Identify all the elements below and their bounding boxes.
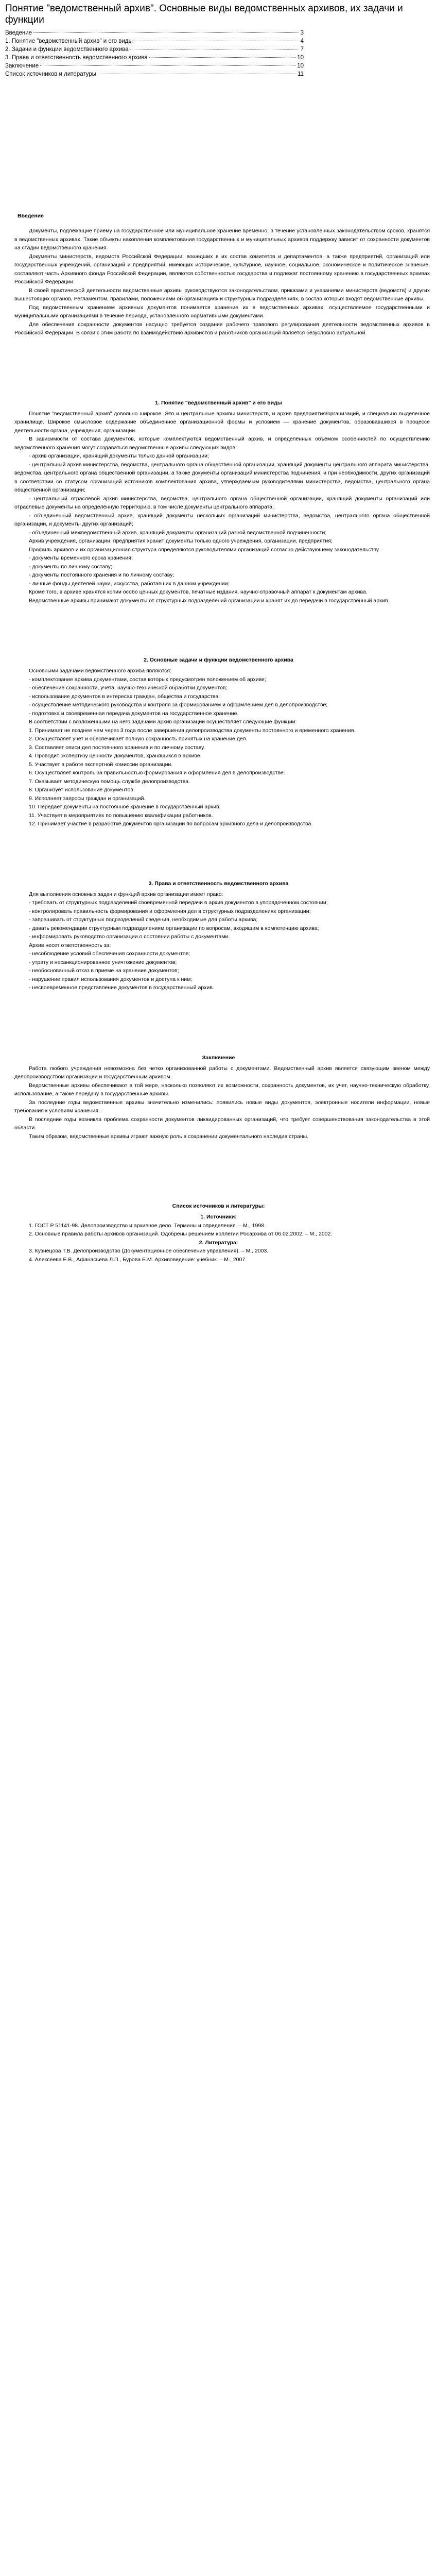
paragraph: - утрату и несанкционированное уничтожение документов; [29,959,177,965]
paragraph: Профиль архивов и их организационная структура определяются руководителями организаций согласно действующему законодательству. [29,546,380,553]
paragraph: Для выполнения основных задач и функций архив организации имеет право: [29,891,223,897]
paragraph: - центральный архив министерства, ведомства, центрального органа общественной организации, хранящий документы центрального аппарата министерства, ведомства, центрального органа общественной организации, а также документы организаций министерства подчинения, и при необходимости, других организаций в соответствии со статусом организаций источников комплектования архива, утверждаемым руководителями министерства, ведомства, центрального органа общественной организации; [14,461,430,493]
section-3 [5,880,432,992]
paragraph: Таким образом, ведомственные архивы играют важную роль в сохранении документального наследия страны. [29,1133,309,1140]
toc-label: 1. Понятие "ведомственный архив" и его виды [5,38,133,44]
toc-row[interactable] [5,45,304,54]
paragraph: - запрашивать от структурных подразделений сведения, необходимые для работы архива; [29,917,258,923]
toc-page-number: 3 [300,30,304,36]
toc-label: 3. Права и ответственность ведомственного архива [5,55,148,61]
paragraph: - нарушение правил использования документов и доступа к ним; [29,976,193,982]
toc-row[interactable] [5,54,304,62]
toc-leader [40,65,295,66]
paragraph: 8. Организует использование документов. [29,787,135,793]
paragraph: 7. Оказывает методическую помощь службе делопроизводства. [29,778,190,785]
paragraph: - центральный отраслевой архив министерства, ведомства, центрального органа общественной организации, хранящий документы организаций или отраслевые документы на определённую территорию, в том числе документы центрального аппарата; [14,495,430,510]
paragraph: Ведомственные архивы принимают документы от структурных подразделений организации и хранят их до передачи в государственный архив. [29,597,390,604]
toc-leader [149,57,296,58]
paragraph: - объединенный ведомственный архив, хранящий документы нескольких организаций министерства, ведомства, центрального органа общественной организации, и документы других организаций; [14,512,430,527]
section-heading: Заключение [202,1054,235,1061]
paragraph: - давать рекомендации структурным подразделениям организации по вопросам, входящим в компетенцию архива; [29,925,319,931]
toc-page-number: 11 [298,71,304,77]
section-1 [5,399,432,605]
paragraph: В своей практической деятельности ведомственные архивы руководствуются законодательством, приказами и указаниями министерств (ведомств) и других вышестоящих органов, Регламентом, правилами, положениями об организациях и структурных подразделениях, в состав которых входят ведомственные архивы. [14,287,430,302]
paragraph: - архив организации, хранящий документы только данной организации; [29,453,209,459]
sources-subheading: 1. Источники: [200,1214,237,1220]
paragraph: - использование документов в интересах граждан, общества и государства; [29,693,220,700]
paragraph: Документы министерств, ведомств Российской Федерации, вошедших в их состав комитетов и департаментов, а также предприятий, организаций или государственных учреждений, организаций и предприятий, имеющих историческое, культурное, научное, социальное, экономическое и политическое значение, составляют часть Архивного фонда Российской Федерации, являются собственностью государства и подлежат постоянному хранению в государственных архивах Российской Федерации. [14,253,430,285]
toc-label: Заключение [5,63,39,69]
paragraph: - необоснованный отказ в приеме на хранение документов; [29,968,179,974]
source-item: 1. ГОСТ Р 51141-98. Делопроизводство и архивное дело. Термины и определения. – М., 1998. [29,1222,266,1229]
paragraph: 12. Принимает участие в разработке документов организации по вопросам архивного дела и делопроизводства. [29,821,313,827]
paragraph: Понятие "ведомственный архив" довольно широкое. Это и центральные архивы министерств, и архив предприятия/организаций, и специально выделенное хранилище. Широкое смысловое содержание объединенное организационной формы и условием — хранение документов, образовавшихся в процессе деятельности органа, учреждения, организации. [14,410,430,434]
toc-row[interactable] [5,62,304,70]
paragraph: 10. Передает документы на постоянное хранение в государственный архив. [29,804,221,810]
section-heading: 2. Основные задачи и функции ведомственного архива [144,657,293,663]
toc-page-number: 10 [297,63,304,69]
conclusion-section [5,1054,432,1141]
paragraph: - комплектование архива документами, состав которых предусмотрен положением об архиве; [29,676,266,683]
paragraph: Для обеспечения сохранности документов насущно требуется создание рабочего правового регулирования деятельности ведомственных архивов в Российской Федерации. В связи с этим работа по взаимодействию архивистов и работников организаций является безусловно актуальной. [14,321,430,336]
toc-page-number: 7 [300,46,304,53]
source-item: 3. Кузнецова Т.В. Делопроизводство (Документационное обеспечение управления). – М., 2003. [29,1248,269,1254]
paragraph: 9. Исполняет запросы граждан и организаций. [29,795,146,802]
section-2 [5,656,432,828]
paragraph: - подготовка и своевременная передача документов на государственное хранение. [29,710,239,717]
sources-section [5,1202,432,1264]
paragraph: - несвоевременное представление документов в государственный архив. [29,985,214,991]
toc-row[interactable] [5,37,304,45]
sources-subheading: 2. Литература: [199,1239,238,1246]
section-heading: 1. Понятие "ведомственный архив" и его виды [155,399,282,406]
paragraph: 1. Принимает не позднее чем через 3 года после завершения делопроизводства документы постоянного и временного хранения. [29,727,356,734]
paragraph: - документы временного срока хранения; [29,555,133,561]
toc-page-number: 4 [300,38,304,44]
toc-label: Введение [5,30,32,36]
paragraph: Работа любого учреждения невозможна без четко организованной работы с документами. Ведомственный архив является связующим звеном между делопроизводством организации и государственным архивом. [14,1065,430,1080]
paragraph: 6. Осуществляет контроль за правильностью формирования и оформления дел в делопроизводстве. [29,770,285,776]
paragraph: Под ведомственным хранением архивных документов понимается хранение их в ведомственных архивах, осуществляемое государственными и муниципальными организациями в течение периода, установленного нормативными документами. [14,304,430,319]
paragraph: Архив учреждения, организации, предприятия хранит документы только одного учреждения, организации, предприятия; [29,538,333,544]
section-heading: Введение [18,213,44,219]
paragraph: В соответствии с возложенными на него задачами архив организации осуществляет следующие функции: [29,719,297,725]
table-of-contents [5,29,432,78]
paragraph: 11. Участвует в мероприятиях по повышению квалификации работников. [29,812,213,819]
toc-row[interactable] [5,29,304,37]
paragraph: - информировать руководство организации о состоянии работы с документами. [29,934,230,940]
source-item: 4. Алексеева Е.В., Афанасьева Л.П., Бурова Е.М. Архивоведение: учебник. – М., 2007. [29,1256,247,1263]
paragraph: - обеспечение сохранности, учета, научно-технической обработки документов; [29,685,228,691]
paragraph: - документы постоянного хранения и по личному составу; [29,572,175,578]
introduction-section [5,212,432,337]
paragraph: В последние годы возникла проблема сохранности документов ликвидированных организаций, что требует совершенствования законодательства в этой области. [14,1116,430,1131]
toc-row[interactable] [5,70,304,78]
paragraph: 2. Осуществляет учет и обеспечивает полную сохранность принятых на хранение дел. [29,736,248,742]
toc-leader [33,32,299,33]
paragraph: 5. Участвует в работе экспертной комиссии организации. [29,761,173,768]
paragraph: В зависимости от состава документов, которые комплектуются ведомственный архив, и определённых объёмом особенностей по осуществлению ведомственного хранения могут создаваться ведомственные архивы следующих видов: [14,436,430,451]
paragraph: - требовать от структурных подразделений своевременной передачи в архив документов в упорядоченном состоянии; [29,900,328,906]
paragraph: - документы по личному составу; [29,563,112,570]
paragraph: 3. Составляет описи дел постоянного хранения и по личному составу. [29,744,205,751]
section-heading: Список источников и литературы: [172,1203,265,1209]
paragraph: За последние годы ведомственные архивы значительно изменились: появились новые виды документов, электронные носители информации, новые требования к условиям хранения. [14,1099,430,1114]
paragraph: - осуществление методического руководства и контроля за формированием и оформлением дел в делопроизводстве; [29,702,328,708]
paragraph: Архив несет ответственность за: [29,942,111,948]
document-title: Понятие "ведомственный архив". Основные виды ведомственных архивов, их задачи и функции [5,3,403,25]
toc-page-number: 10 [297,55,304,61]
paragraph: 4. Проводит экспертизу ценности документов, хранящихся в архиве. [29,753,202,759]
paragraph: Ведомственные архивы обеспечивают в той мере, насколько позволяют их возможности, сохранность документов, их учет, научно-техническую обработку, использование, а также передачу в государственные архивы. [14,1082,430,1097]
paragraph: - объединенный межведомственный архив, хранящий документы организаций разной ведомственной подчиненности; [29,529,327,536]
paragraph: - контролировать правильность формирования и оформления дел в структурных подразделениях организации; [29,908,311,914]
paragraph: Кроме того, в архиве хранятся копии особо ценных документов, печатные издания, научно-справочный аппарат к документам архива. [29,589,368,595]
section-heading: 3. Права и ответственность ведомственного архива [148,880,289,887]
paragraph: Основными задачами ведомственного архива являются: [29,668,172,674]
toc-label: 2. Задачи и функции ведомственного архива [5,46,129,53]
source-item: 2. Основные правила работы архивов организаций. Одобрены решением коллегии Росархива от 06.02.2002. – М., 2002. [29,1231,333,1237]
toc-label: Список источников и литературы [5,71,97,77]
paragraph: - несоблюдение условий обеспечения сохранности документов; [29,951,190,957]
paragraph: Документы, подлежащие приему на государственное или муниципальное хранение временно, в течение установленных законодательством сроков, хранятся в ведомственных архивах. Такие объекты накопления комплектования государственных и муниципальных архивов поддержку зависит от сохранности документов на стадии ведомственного хранения. [14,228,430,251]
paragraph: - личные фонды деятелей науки, искусства, работавших в данном учреждении; [29,580,230,587]
